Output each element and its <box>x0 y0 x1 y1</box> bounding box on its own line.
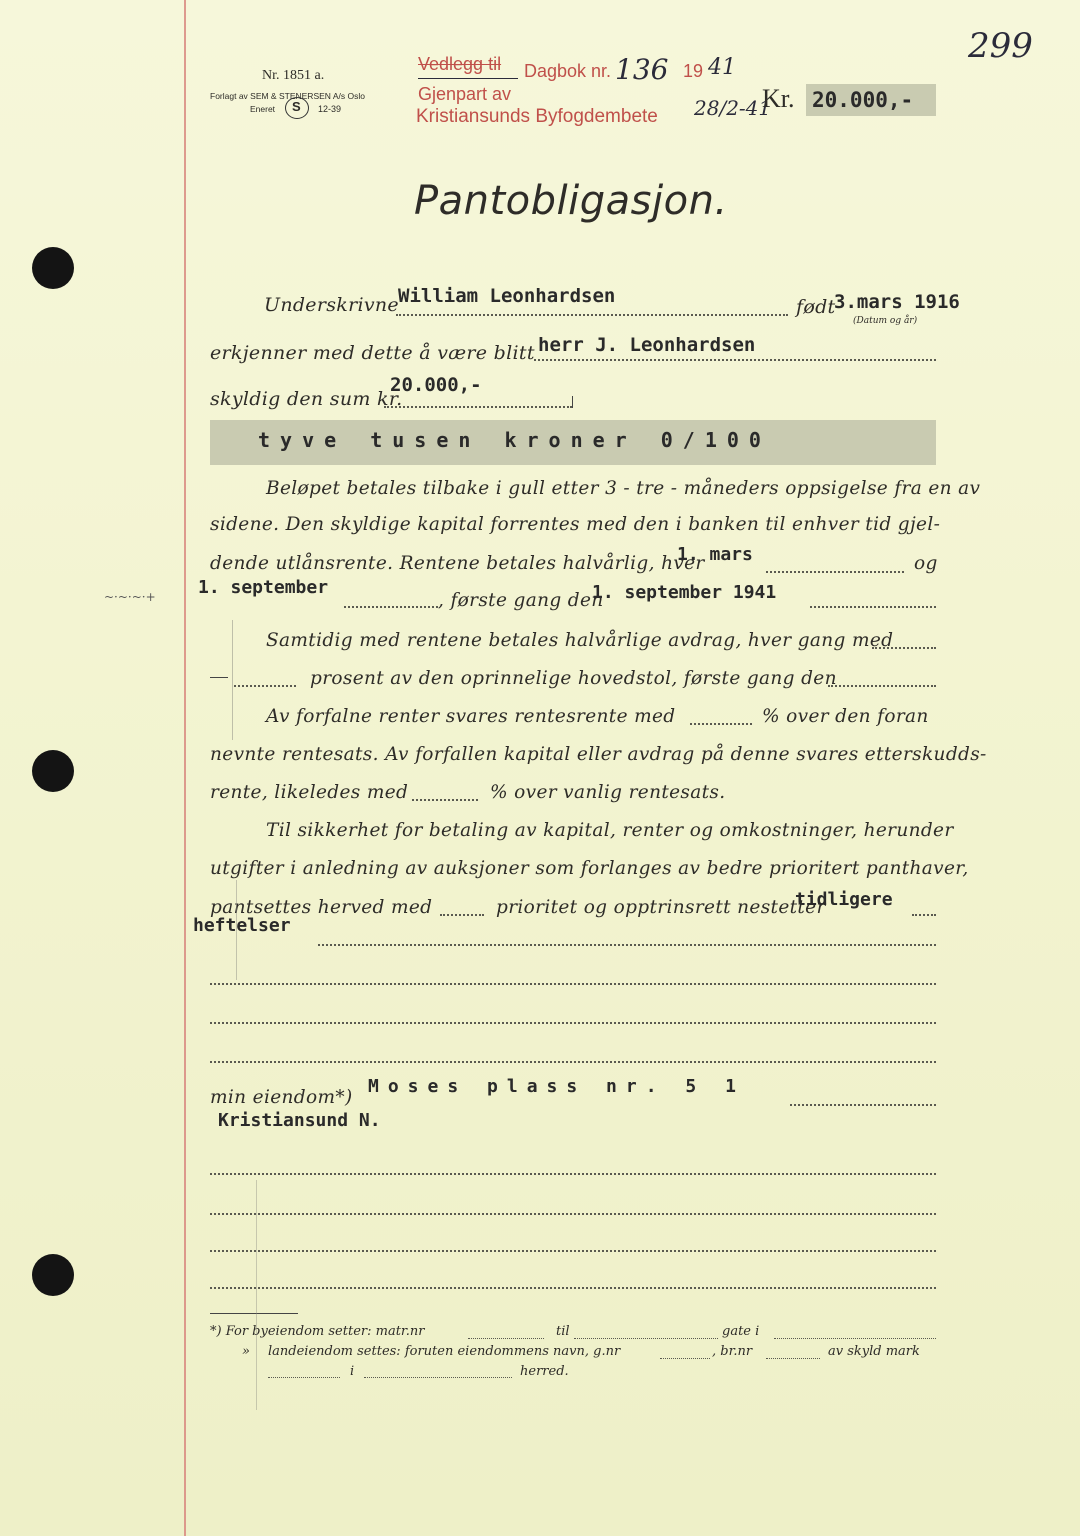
skyldig-line-end <box>572 396 573 408</box>
stamp-year-suffix: 41 <box>708 55 736 80</box>
property-value: Moses plass nr. 5 1 <box>368 1076 745 1097</box>
underskrivne-value: William Leonhardsen <box>398 285 616 307</box>
para1-line3-og: og <box>914 553 938 574</box>
stamp-vedlegg-struck: Vedlegg til <box>418 54 502 74</box>
para2-line1-dots <box>872 647 936 649</box>
para3-line1-dots <box>690 723 752 725</box>
footnote-rule <box>210 1313 298 1314</box>
property-city: Kristiansund N. <box>218 1110 381 1131</box>
para3-line3b: % over vanlig rentesats. <box>490 782 726 803</box>
footnote-line1a: *) For byeiendom setter: matr.nr <box>210 1324 425 1339</box>
footnote-line2b: landeiendom settes: foruten eiendommens navn, g.nr <box>268 1344 621 1359</box>
amount-kr-label: Kr. <box>762 84 795 113</box>
punch-hole-middle <box>32 750 74 792</box>
form-number: Nr. 1851 a. <box>262 68 325 83</box>
publisher-code: 12-39 <box>318 104 342 114</box>
footnote-line3a: i <box>350 1364 355 1379</box>
margin-scribble: ~·~·~·+ <box>104 590 156 604</box>
para1-line3: dende utlånsrente. Rentene betales halvårlig, hver <box>210 553 705 574</box>
footnote-dots2 <box>574 1338 718 1339</box>
blank-line-8 <box>210 1287 936 1289</box>
margin-rule <box>184 0 186 1536</box>
prior-liens-value: tidligere <box>795 889 893 910</box>
blank-line-4 <box>210 1061 936 1063</box>
prior-liens-value2: heftelser <box>193 915 291 936</box>
footnote-dots6 <box>268 1377 340 1378</box>
erkjenner-line <box>534 359 936 361</box>
para4-line3-dots2 <box>912 914 936 916</box>
publisher-eneret: Eneret <box>250 104 276 114</box>
para1-line1: Beløpet betales tilbake i gull etter 3 - tre - måneders oppsigelse fra en av <box>266 478 981 499</box>
rente-first-date: 1. mars <box>677 544 753 565</box>
blank-line-2 <box>210 983 936 985</box>
eiendom-label: min eiendom*) <box>210 1087 353 1108</box>
stamp-underline <box>418 78 518 79</box>
stamp-year-prefix: 19 <box>683 61 704 81</box>
para3-line1b: % over den foran <box>762 706 929 727</box>
para3-line3: rente, likeledes med <box>210 782 409 803</box>
footnote-line1c: gate i <box>722 1324 760 1339</box>
footnote-dots1 <box>468 1338 544 1339</box>
eiendom-dots <box>790 1104 936 1106</box>
footnote-line2c: , br.nr <box>712 1344 753 1359</box>
stamp-dagbok-number: 136 <box>615 53 669 86</box>
footnote-line3b: herred. <box>520 1364 569 1379</box>
stamp-gjenpart: Gjenpart av <box>418 84 512 104</box>
punch-hole-bottom <box>32 1254 74 1296</box>
footnote-line2a: » <box>242 1344 250 1359</box>
fold-mark <box>236 880 237 980</box>
para3-line2: nevnte rentesats. Av forfallen kapital eller avdrag på denne svares etterskudds- <box>210 744 987 765</box>
footnote-dots5 <box>766 1358 820 1359</box>
amount-value: 20.000,- <box>812 88 914 112</box>
para1-line4-dots2 <box>810 606 936 608</box>
para1-line3-dots <box>766 571 904 573</box>
publisher-line: Forlagt av SEM & STENERSEN A/s Oslo <box>210 91 365 101</box>
para1-line4-dots <box>344 606 438 608</box>
skyldig-label: skyldig den sum kr. <box>210 388 403 410</box>
footnote-line2d: av skyld mark <box>828 1344 920 1359</box>
blank-line-6 <box>210 1213 936 1215</box>
para2-line2: prosent av den oprinnelige hovedstol, første gang den <box>310 668 837 689</box>
underskrivne-line <box>396 314 788 316</box>
blank-line-3 <box>210 1022 936 1024</box>
para4-line3: pantsettes herved med <box>210 897 433 918</box>
document-title: Pantobligasjon. <box>414 178 728 224</box>
publisher-logo: S <box>285 97 309 119</box>
para4-line2: utgifter i anledning av auksjoner som forlanges av bedre prioritert panthaver, <box>210 858 969 879</box>
para2-line1: Samtidig med rentene betales halvårlige avdrag, hver gang med <box>266 630 894 651</box>
first-payment-date: 1. september 1941 <box>592 582 777 603</box>
punch-hole-top <box>32 247 74 289</box>
creditor-value: herr J. Leonhardsen <box>538 334 756 356</box>
page-number: 299 <box>968 26 1033 66</box>
skyldig-line <box>384 406 572 408</box>
stamp-dagbok-label: Dagbok nr. <box>524 61 612 81</box>
footnote-line1b: til <box>556 1324 570 1339</box>
para4-line1: Til sikkerhet for betaling av kapital, renter og omkostninger, herunder <box>266 820 954 841</box>
blank-line-5 <box>210 1173 936 1175</box>
sum-value: 20.000,- <box>390 374 482 396</box>
para1-line2: sidene. Den skyldige kapital forrentes med den i banken til enhver tid gjel- <box>210 514 941 535</box>
fodt-value: 3.mars 1916 <box>834 291 960 313</box>
fodt-hint: (Datum og år) <box>853 316 918 326</box>
blank-line-7 <box>210 1250 936 1252</box>
stamp-date: 28/2-41 <box>694 96 772 120</box>
blank-line-1 <box>318 944 936 946</box>
fodt-label: født <box>796 296 836 318</box>
rente-second-date: 1. september <box>198 577 329 598</box>
para4-line3-dots <box>440 914 484 916</box>
footnote-dots3 <box>774 1338 936 1339</box>
para3-line3-dots <box>412 799 478 801</box>
fold-mark <box>256 1180 257 1410</box>
para1-line4: , første gang den <box>438 590 604 611</box>
underskrivne-label: Underskrivne <box>264 294 399 316</box>
stamp-kristiansund: Kristiansunds Byfogdembete <box>416 106 658 127</box>
fold-mark <box>232 620 233 740</box>
footnote-dots7 <box>364 1377 512 1378</box>
footnote-dots4 <box>660 1358 710 1359</box>
para2-dash <box>210 677 228 678</box>
para3-line1: Av forfalne renter svares rentesrente med <box>266 706 676 727</box>
erkjenner-label: erkjenner med dette å være blitt <box>210 342 535 364</box>
sum-words: tyve tusen kroner 0/100 <box>258 428 771 452</box>
para2-line2-dots <box>234 685 296 687</box>
para2-line2-dots2 <box>828 685 936 687</box>
para4-line3b: prioritet og opptrinsrett nestetter <box>496 897 826 918</box>
